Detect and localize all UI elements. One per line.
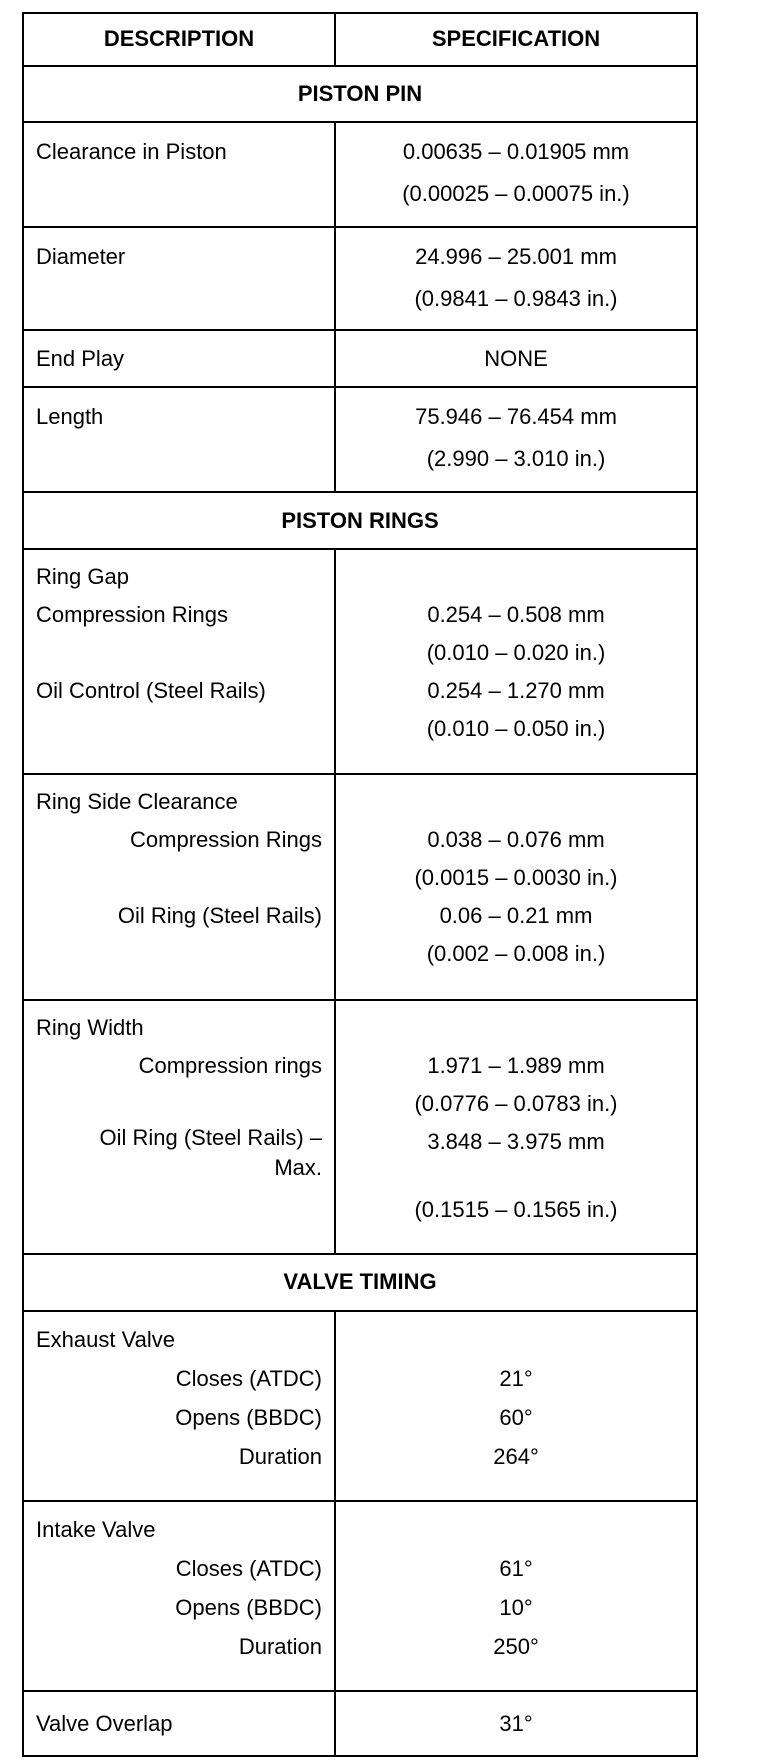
ring-side-oil-in: (0.002 – 0.008 in.) (426, 941, 606, 967)
section-row (23, 1254, 697, 1311)
ring-width-label: Ring Width (36, 1014, 144, 1040)
table-row (23, 1691, 697, 1756)
specification-header: SPECIFICATION (335, 13, 697, 66)
table-row (23, 774, 697, 999)
ring-width-oil-label-2: Max. (274, 1154, 322, 1180)
section-title-piston-pin: PISTON PIN (23, 66, 697, 123)
diameter-in: (0.9841 – 0.9843 in.) (414, 286, 618, 312)
section-row (23, 492, 697, 549)
ring-side-compression-label: Compression Rings (130, 827, 322, 853)
ring-gap-compression-label: Compression Rings (36, 602, 228, 628)
exhaust-duration-label: Duration (238, 1443, 322, 1469)
table-row (23, 330, 697, 387)
ring-gap-oil-in: (0.010 – 0.050 in.) (426, 716, 606, 742)
ring-side-clearance-label: Ring Side Clearance (36, 789, 238, 815)
table-row (23, 1311, 697, 1501)
end-play-value: NONE (484, 345, 548, 371)
ring-gap-label: Ring Gap (36, 564, 129, 590)
exhaust-closes-value: 21° (499, 1365, 533, 1391)
exhaust-opens-value: 60° (499, 1404, 533, 1430)
ring-gap-oil-label: Oil Control (Steel Rails) (36, 678, 266, 704)
section-title-piston-rings: PISTON RINGS (23, 492, 697, 549)
table-row (23, 227, 697, 330)
spec-table (22, 12, 698, 1757)
intake-closes-value: 61° (499, 1555, 533, 1581)
header-row (23, 13, 697, 66)
ring-width-compression-mm: 1.971 – 1.989 mm (427, 1052, 605, 1078)
diameter-mm: 24.996 – 25.001 mm (415, 244, 617, 270)
section-title-valve-timing: VALVE TIMING (23, 1254, 697, 1311)
ring-side-compression-mm: 0.038 – 0.076 mm (427, 827, 605, 853)
ring-width-compression-label: Compression rings (138, 1052, 322, 1078)
clearance-in-piston-in: (0.00025 – 0.00075 in.) (402, 181, 630, 207)
intake-duration-value: 250° (493, 1633, 539, 1659)
length-label: Length (36, 404, 104, 430)
ring-gap-compression-mm: 0.254 – 0.508 mm (427, 602, 605, 628)
end-play-label: End Play (36, 345, 125, 371)
ring-side-compression-in: (0.0015 – 0.0030 in.) (414, 865, 618, 891)
ring-gap-compression-in: (0.010 – 0.020 in.) (426, 640, 606, 666)
exhaust-valve-label: Exhaust Valve (36, 1326, 176, 1352)
intake-closes-label: Closes (ATDC) (175, 1555, 322, 1581)
table-row (23, 122, 697, 227)
intake-duration-label: Duration (238, 1633, 322, 1659)
ring-width-compression-in: (0.0776 – 0.0783 in.) (414, 1090, 618, 1116)
length-mm: 75.946 – 76.454 mm (415, 404, 617, 430)
ring-side-oil-label: Oil Ring (Steel Rails) (117, 903, 322, 929)
intake-valve-label: Intake Valve (36, 1516, 156, 1542)
intake-opens-value: 10° (499, 1594, 533, 1620)
ring-width-oil-mm: 3.848 – 3.975 mm (427, 1128, 605, 1154)
exhaust-duration-value: 264° (493, 1443, 539, 1469)
diameter-label: Diameter (36, 244, 126, 270)
table-row (23, 387, 697, 492)
ring-gap-oil-mm: 0.254 – 1.270 mm (427, 678, 605, 704)
table-row (23, 1501, 697, 1691)
clearance-in-piston-mm: 0.00635 – 0.01905 mm (402, 139, 630, 165)
clearance-in-piston-label: Clearance in Piston (36, 139, 227, 165)
valve-overlap-value: 31° (499, 1710, 533, 1736)
table-row (23, 1000, 697, 1254)
length-in: (2.990 – 3.010 in.) (426, 446, 606, 472)
description-header: DESCRIPTION (23, 13, 335, 66)
ring-width-oil-label-1: Oil Ring (Steel Rails) – (99, 1124, 322, 1150)
section-row (23, 66, 697, 123)
exhaust-opens-label: Opens (BBDC) (175, 1404, 322, 1430)
valve-overlap-label: Valve Overlap (36, 1710, 173, 1736)
ring-width-oil-in: (0.1515 – 0.1565 in.) (414, 1196, 618, 1222)
exhaust-closes-label: Closes (ATDC) (175, 1365, 322, 1391)
intake-opens-label: Opens (BBDC) (175, 1594, 322, 1620)
ring-side-oil-mm: 0.06 – 0.21 mm (439, 903, 593, 929)
table-row (23, 549, 697, 774)
